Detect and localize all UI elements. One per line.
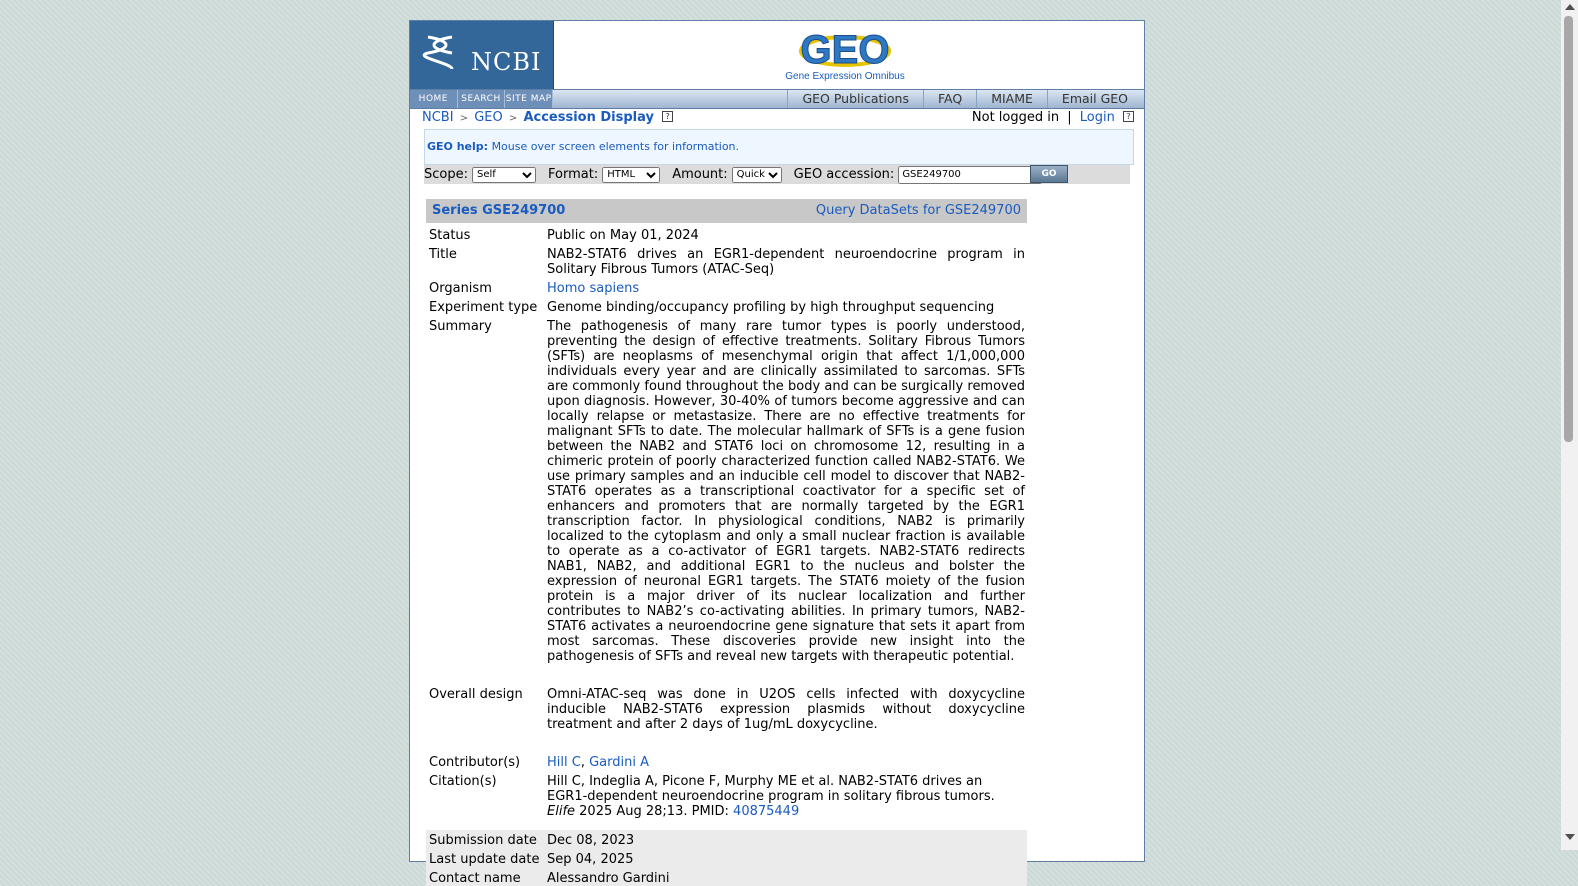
pmid-link[interactable]: 40875449	[733, 804, 800, 819]
design-value: Omni-ATAC-seq was done in U2OS cells infected with doxycycline inducible NAB2-STAT6 expression plasmids without doxycycline treatment and after 2 days of 1ug/mL doxycycline.	[547, 687, 1025, 732]
geo-logo-text: GEO	[800, 28, 890, 72]
go-button[interactable]: GO	[1030, 165, 1068, 183]
title-label: Title	[429, 247, 457, 262]
login-area	[972, 110, 1134, 125]
geo-nav	[787, 90, 1142, 108]
title-row	[426, 247, 1027, 277]
organism-link[interactable]: Homo sapiens	[547, 281, 640, 296]
contributor-link[interactable]: Gardini A	[589, 755, 650, 770]
scrollbar-thumb[interactable]	[1564, 16, 1573, 442]
citation-tail: 2025 Aug 28;13. PMID:	[579, 804, 729, 819]
status-label: Status	[429, 228, 471, 243]
help-icon[interactable]: ?	[662, 111, 673, 122]
exptype-value: Genome binding/occupancy profiling by high throughput sequencing	[547, 300, 995, 315]
page-container	[409, 20, 1145, 886]
exptype-row	[426, 300, 1027, 315]
login-help-icon[interactable]: ?	[1123, 111, 1134, 122]
geo-logo[interactable]	[780, 27, 910, 87]
dates-block	[426, 830, 1027, 886]
breadcrumb-sep: >	[508, 113, 518, 124]
accession-label: GEO accession:	[793, 167, 895, 182]
format-select[interactable]	[602, 167, 660, 183]
title-value: NAB2-STAT6 drives an EGR1-dependent neuroendocrine program in Solitary Fibrous Tumors (ATAC-Seq)	[547, 247, 1025, 277]
summary-label: Summary	[429, 319, 492, 334]
contributors-label: Contributor(s)	[429, 755, 521, 770]
nav-search[interactable]: SEARCH	[458, 90, 506, 108]
summary-value: The pathogenesis of many rare tumor types is poorly understood, preventing the design of effective treatments. Solitary Fibrous Tumors (SFTs) are neoplasms of mesenchymal origin that affect 1/1,000,000 individuals every year and are clinically assimilated to sarcomas. SFTs are commonly found throughout the body and can be surgically removed upon diagnosis. However, 30-40% of tumors become aggressive and can locally relapse or metastasize. There are no effective treatments for malignant SFTs to date. The molecular hallmark of SFTs is a gene fusion between the NAB2 and STAT6 loci on chromosome 12, resulting in a chimeric protein of poorly characterized function called NAB2-STAT6. We use primary samples and an inducible cell model to discover that NAB2-STAT6 operates as a transcriptional coactivator for a specific set of enhancers and promoters that are normally targeted by the EGR1 transcription factor. In physiological conditions, NAB2 is primarily localized to the cytoplasm and only a small nuclear fraction is available to operate as a co-activator of EGR1 targets. NAB2-STAT6 redirects NAB1, NAB2, and additional EGR1 to the nucleus and bolster the expression of neuronal EGR1 targets. The STAT6 moiety of the fusion protein is a major driver of its nuclear localization and further contributes to NAB2’s co-activating abilities. In primary tumors, NAB2-STAT6 activates a neuroendocrine gene signature that sets it apart from most sarcomas. These discoveries provide new insight into the pathogenesis of SFTs and reveal new targets with therapeutic potential.	[547, 319, 1025, 664]
lastupdate-row	[426, 852, 1027, 867]
scope-label: Scope:	[424, 167, 468, 182]
scroll-down-arrow[interactable]	[1565, 834, 1575, 840]
nav-geo-publications[interactable]: GEO Publications	[787, 90, 923, 108]
design-row	[426, 687, 1027, 732]
contributors-row	[426, 755, 1027, 770]
series-header	[426, 199, 1027, 223]
organism-label: Organism	[429, 281, 492, 296]
login-divider: |	[1067, 110, 1072, 125]
query-bar	[424, 165, 1130, 184]
geo-logo-graphic	[780, 27, 910, 73]
summary-row	[426, 319, 1027, 664]
organism-row	[426, 281, 1027, 296]
breadcrumb-geo[interactable]: GEO	[474, 110, 503, 125]
nav-bar	[410, 89, 1144, 109]
ncbi-logo[interactable]	[410, 21, 554, 89]
design-label: Overall design	[429, 687, 523, 702]
scrollbar[interactable]	[1561, 0, 1578, 850]
contact-row	[426, 871, 1027, 886]
dna-helix-icon	[422, 33, 458, 73]
geo-subtitle: Gene Expression Omnibus	[785, 71, 905, 82]
login-status: Not logged in	[971, 110, 1060, 125]
scroll-up-arrow[interactable]	[1565, 4, 1575, 10]
amount-select[interactable]	[732, 167, 782, 183]
nav-home[interactable]: HOME	[410, 90, 458, 108]
contributor-link[interactable]: Hill C	[547, 755, 581, 770]
exptype-label: Experiment type	[429, 300, 538, 315]
breadcrumb-current: Accession Display	[523, 110, 654, 125]
citation-row	[426, 774, 1027, 819]
submission-row	[426, 833, 1027, 848]
citation-value	[547, 774, 1025, 819]
query-datasets-link[interactable]: Query DataSets for GSE249700	[815, 203, 1021, 218]
scope-select[interactable]	[472, 167, 536, 183]
nav-miame[interactable]: MIAME	[976, 90, 1047, 108]
ncbi-label: NCBI	[471, 48, 542, 76]
series-title: Series GSE249700	[432, 203, 566, 218]
citation-journal: Elife	[547, 804, 576, 819]
contributors-value	[547, 755, 1025, 770]
breadcrumb	[422, 110, 673, 125]
amount-label: Amount:	[672, 167, 728, 182]
citation-label: Citation(s)	[429, 774, 497, 789]
status-value: Public on May 01, 2024	[547, 228, 699, 243]
nav-faq[interactable]: FAQ	[923, 90, 976, 108]
citation-text: Hill C, Indeglia A, Picone F, Murphy ME et al. NAB2-STAT6 drives an EGR1-dependent neuroendocrine program in solitary fibrous tumors.	[547, 774, 995, 804]
nav-site-map[interactable]: SITE MAP	[505, 90, 553, 108]
lastupdate-value: Sep 04, 2025	[547, 852, 634, 867]
nav-email-geo[interactable]: Email GEO	[1047, 90, 1142, 108]
submission-label: Submission date	[429, 833, 537, 848]
contributor-comma: ,	[580, 755, 585, 770]
accession-input[interactable]	[898, 166, 1042, 184]
format-label: Format:	[547, 167, 599, 182]
geo-help-box	[424, 129, 1134, 165]
contact-value: Alessandro Gardini	[547, 871, 670, 886]
series-table	[426, 199, 1027, 886]
status-row	[426, 228, 1027, 243]
login-link[interactable]: Login	[1079, 110, 1115, 125]
submission-value: Dec 08, 2023	[547, 833, 635, 848]
contact-label: Contact name	[429, 871, 521, 886]
breadcrumb-ncbi[interactable]: NCBI	[422, 110, 454, 125]
help-text: Mouse over screen elements for information.	[491, 140, 740, 153]
help-label: GEO help:	[427, 140, 489, 153]
lastupdate-label: Last update date	[429, 852, 540, 867]
ncbi-nav	[410, 90, 553, 108]
breadcrumb-sep: >	[459, 113, 469, 124]
